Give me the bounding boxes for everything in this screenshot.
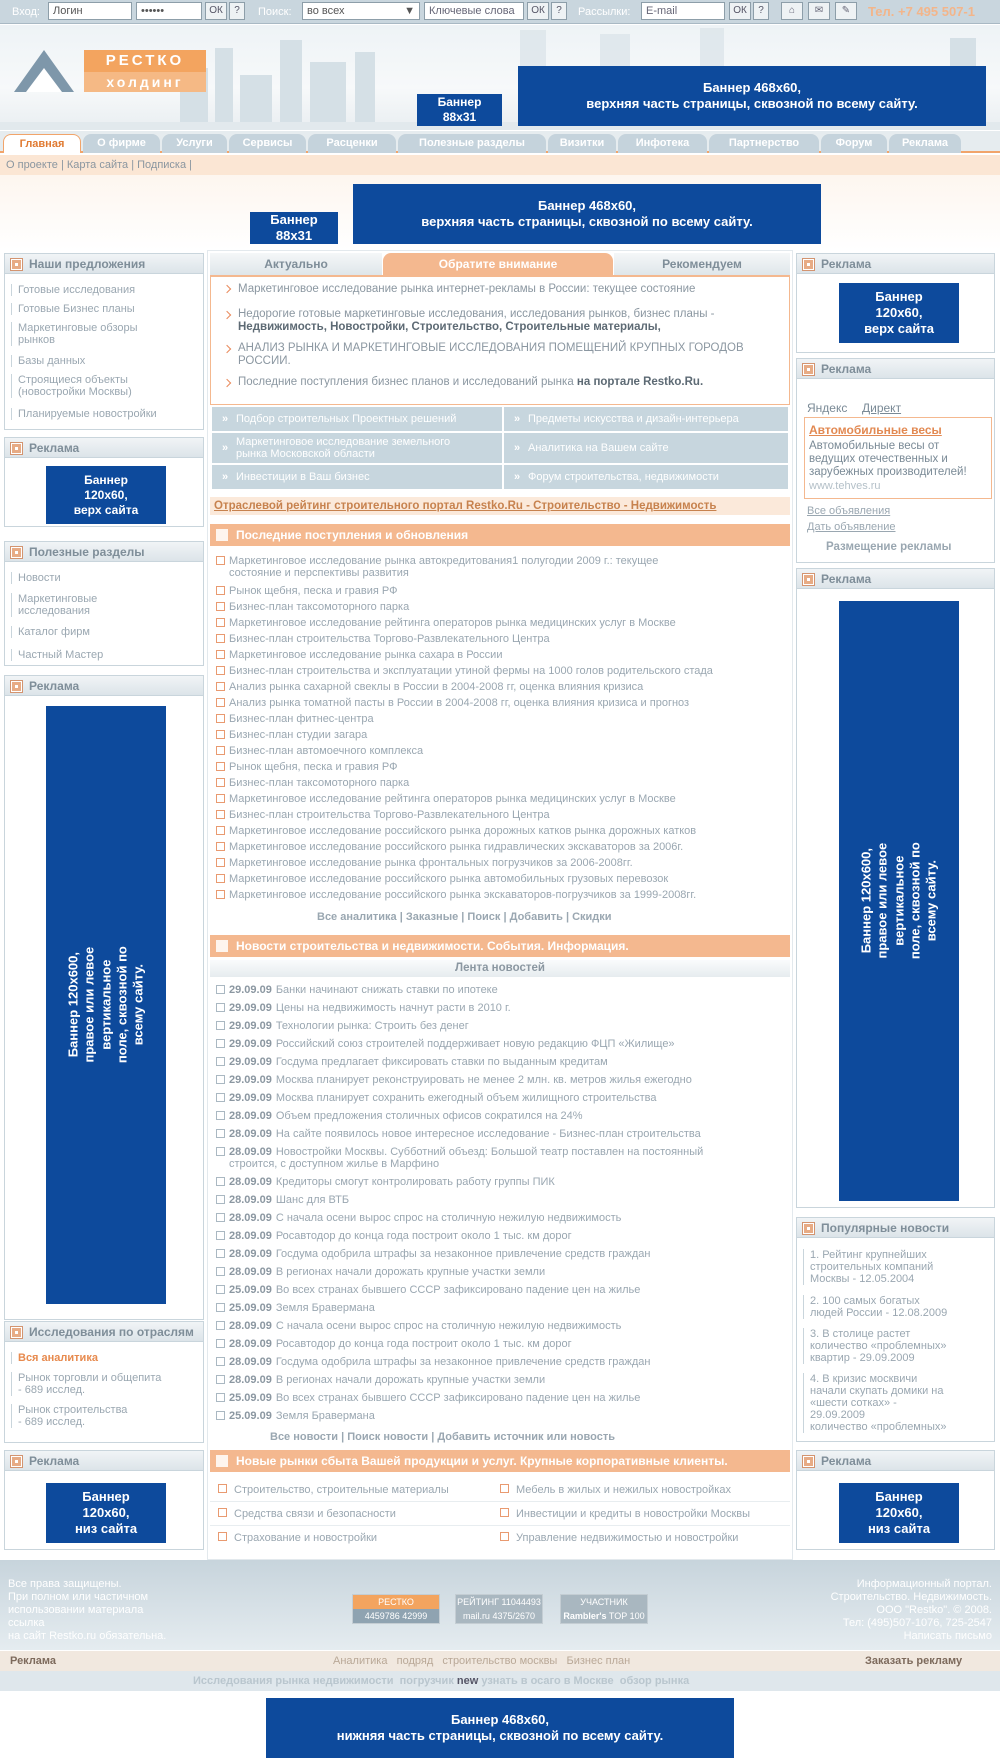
main-nav [0,131,1000,153]
search-help-button[interactable]: ? [551,2,567,20]
market-link[interactable]: Инвестиции и кредиты в новостройки Москвы [516,1508,751,1520]
banner-120x600-left-text: Баннер 120x600, правое или левое вертикальное поле, сквозной по всему сайту. [65,946,146,1064]
edit-icon [216,826,225,835]
news-title: С начала осени вырос спрос на столичную нежилую недвижимость [275,1320,622,1332]
news-date: 28.09.09 [229,1212,272,1224]
edit-icon [216,682,225,691]
news-item[interactable] [229,1074,692,1086]
news-title: Госдума одобрила штрафы за незаконное привлечение средств граждан [275,1356,651,1368]
news-date: 28.09.09 [229,1110,272,1122]
banner-468x60-bottom[interactable]: Баннер 468x60, нижняя часть страницы, сквозной по всему сайту. [266,1698,734,1758]
banner-468x60-mid[interactable]: Баннер 468x60, верхняя часть страницы, сквозной по всему сайту. [353,184,821,244]
news-item[interactable] [229,1110,583,1122]
latest-header: Последние поступления и обновления [210,524,790,546]
edit-icon [216,762,225,771]
latest-item[interactable]: Маркетинговое исследование рейтинга операторов рынка медицинских услуг в Москве [229,793,676,805]
tab-recommend[interactable]: Рекомендуем [614,253,790,275]
nav-tab-infoteka[interactable]: Инфотека [618,134,707,153]
tab-actual[interactable]: Актуально [210,253,382,275]
news-title: Цены на недвижимость начнут расти в 2010 г. [275,1002,511,1014]
box-icon [11,681,22,692]
latest-item[interactable]: Бизнес-план таксомоторного парка [229,777,410,789]
nav-tab-useful[interactable]: Полезные разделы [398,134,546,153]
news-title: Технологии рынка: Строить без денег [275,1020,469,1032]
edit-icon [216,556,225,565]
mail-icon[interactable]: ✉ [808,2,830,20]
ad-placement-link[interactable]: Размещение рекламы [826,541,952,553]
login-ok-button[interactable]: ОК [205,2,227,20]
news-icon [216,1411,225,1420]
banner-468x60-top[interactable]: Баннер 468x60, верхняя часть страницы, сквозной по всему сайту. [518,66,986,126]
box-icon [11,547,22,558]
news-icon [216,1285,225,1294]
section-icon [216,529,228,541]
useful-box [4,541,204,666]
news-icon [216,1057,225,1066]
popular-item[interactable]: 3. В столице растет количество «проблемных» квартир - 29.09.2009 [803,1328,990,1364]
ad-title: Реклама [29,679,80,693]
news-date: 28.09.09 [229,1374,272,1386]
banner-120x60-left-bottom[interactable]: Баннер 120x60, низ сайта [46,1483,166,1543]
edit-icon [218,1484,227,1493]
news-date: 29.09.09 [229,1092,272,1104]
news-title: Москва планирует сохранить ежегодный объем жилищного строительства [275,1092,657,1104]
research-item[interactable]: Рынок строительства - 689 исслед. [11,1404,199,1428]
edit-icon [216,650,225,659]
offer-item[interactable]: Строящиеся объекты (новостройки Москвы) [11,374,199,398]
edit-icon [500,1484,509,1493]
mail-label: Рассылки: [578,6,631,18]
news-date: 25.09.09 [229,1392,272,1404]
box-icon [803,1223,814,1234]
news-item[interactable] [229,1356,651,1368]
latest-item[interactable]: Маркетинговое исследование рейтинга операторов рынка медицинских услуг в Москве [229,617,676,629]
news-icon [216,1039,225,1048]
ad-title: Реклама [821,1454,872,1468]
footer-ad-bar [0,1651,1000,1671]
news-item[interactable] [229,1410,375,1422]
news-title: Росавтодор до конца года построит около 1 тыс. км дорог [275,1338,572,1350]
news-icon [216,1339,225,1348]
footer-keywords-2[interactable]: Исследования рынка недвижимости погрузчик new узнать в осаго в Москве обзор рынка [193,1675,690,1687]
news-title: Новостройки Москвы. Субботний объезд: Большой театр поставлен на постоянный строится, с доступном жилье в Марфино [229,1146,704,1170]
news-header: Новости строительства и недвижимости. События. Информация. [210,935,790,957]
useful-item[interactable]: Частный Мастер [11,649,199,661]
latest-item[interactable]: Анализ рынка сахарной свеклы в России в 2004-2008 гг, оценка влияния кризиса [229,681,644,693]
news-item[interactable] [229,984,498,996]
edit-icon [218,1508,227,1517]
news-icon [216,1129,225,1138]
ad-url[interactable]: www.tehves.ru [809,480,881,492]
nav-tab-forum[interactable]: Форум [821,134,887,153]
search-ok-button[interactable]: ОК [527,2,549,20]
box-icon [11,1327,22,1338]
news-date: 29.09.09 [229,1074,272,1086]
research-item[interactable]: Вся аналитика [11,1352,199,1364]
yandex-label: Яндекс [807,401,848,415]
latest-item[interactable]: Маркетинговое исследование рынка автокредитования1 полугодии 2009 г.: текущее состояние и перспективы развития [229,555,659,579]
popular-item[interactable]: 1. Рейтинг крупнейших строительных компаний Москвы - 12.05.2004 [803,1249,990,1285]
news-title: Госдума одобрила штрафы за незаконное привлечение средств граждан [275,1248,651,1260]
news-icon [216,1195,225,1204]
news-item[interactable] [229,1302,375,1314]
home-icon[interactable]: ⌂ [781,2,803,20]
news-icon [216,1075,225,1084]
nav-tab-services[interactable]: Услуги [162,134,227,153]
offer-item[interactable]: Готовые Бизнес планы [11,303,199,315]
footer-ad-label: Реклама [10,1655,57,1667]
news-icon [216,1267,225,1276]
markets-header: Новые рынки сбыта Вашей продукции и услуг. Крупные корпоративные клиенты. [210,1450,790,1472]
news-item[interactable] [229,1020,469,1032]
section-icon [216,1455,228,1467]
news-date: 28.09.09 [229,1146,272,1158]
edit-icon [216,698,225,707]
edit-icon [216,714,225,723]
news-date: 25.09.09 [229,1284,272,1296]
latest-item[interactable]: Маркетинговое исследование российского рынка экскаваторов-погрузчиков за 1999-2008гг. [229,889,697,901]
banner-120x600-left[interactable] [46,706,166,1304]
news-title: На сайте появилось новое интересное исследование - Бизнес-план строительства [275,1128,701,1140]
market-link[interactable]: Управление недвижимостью и новостройки [516,1532,739,1544]
latest-item[interactable]: Маркетинговое исследование рынка фронтальных погрузчиков за 2006-2008гг. [229,857,633,869]
give-ad-link[interactable]: Дать объявление [807,521,896,533]
offer-item[interactable]: Готовые исследования [11,284,199,296]
news-title: Российский союз строителей поддерживает новую редакцию ФЦП «Жилище» [275,1038,675,1050]
logo[interactable] [14,50,194,98]
news-date: 28.09.09 [229,1194,272,1206]
market-link[interactable]: Мебель в жилых и нежилых новостройках [516,1484,731,1496]
latest-links[interactable]: Все аналитика | Заказные | Поиск | Добавить | Скидки [317,911,612,923]
box-icon [11,259,22,270]
section-icon [216,940,228,952]
news-item[interactable] [229,1002,511,1014]
news-icon [216,1303,225,1312]
edit-icon [216,778,225,787]
edit-icon [500,1532,509,1541]
tab-attention[interactable]: Обратите внимание [383,253,613,275]
news-icon [216,1321,225,1330]
news-icon [216,1393,225,1402]
popular-item[interactable]: 2. 100 самых богатых людей России - 12.08.2009 [803,1295,990,1319]
news-item[interactable] [229,1266,545,1278]
news-title: Росавтодор до конца года построит около 1 тыс. км дорог [275,1230,572,1242]
news-feed-title: Лента новостей [210,960,790,977]
news-title: Во всех странах бывшего СССР зафиксировано падение цен на жилье [275,1392,641,1404]
offer-item[interactable]: Планируемые новостройки [11,408,199,420]
news-title: Во всех странах бывшего СССР зафиксировано падение цен на жилье [275,1284,641,1296]
news-item[interactable] [229,1284,640,1296]
news-item[interactable] [229,1128,701,1140]
ad-title: Реклама [29,1454,80,1468]
news-icon [216,1111,225,1120]
offer-item[interactable]: Базы данных [11,355,199,367]
news-date: 28.09.09 [229,1266,272,1278]
offers-title: Наши предложения [5,254,203,274]
news-icon [216,1213,225,1222]
grid-link[interactable]: » Предметы искусства и дизайн-интерьера [504,407,788,431]
nav-tab-partnership[interactable]: Партнерство [709,134,819,153]
edit-icon [216,634,225,643]
market-link[interactable]: Строительство, строительные материалы [234,1484,449,1496]
chevron-down-icon: ▼ [404,5,415,17]
search-scope-value: во всех [307,5,345,17]
box-icon [803,259,814,270]
useful-item[interactable]: Каталог фирм [11,626,199,638]
market-link[interactable]: Страхование и новостройки [234,1532,378,1544]
box-icon [803,364,814,375]
news-item[interactable] [229,1320,621,1332]
banner-120x60-right-top[interactable]: Баннер 120x60, верх сайта [839,283,959,343]
news-title: Земля Бравермана [275,1410,375,1422]
latest-item[interactable]: Бизнес-план строительства и эксплуатации утиной фермы на 1000 голов родительского стада [229,665,713,677]
footer-keywords[interactable]: Аналитика подряд строительство москвы Бизнес план [333,1655,631,1667]
nav-tab-tools[interactable]: Сервисы [229,134,306,153]
ad-link[interactable]: Автомобильные весы [809,423,942,437]
note-item[interactable]: Маркетинговое исследование рынка интернет-рекламы в России: текущее состояние [238,283,696,295]
ad-title: Реклама [821,362,872,376]
mailru-rating-counter[interactable]: РЕЙТИНГ 11044493 mail.ru 4375/2670 [455,1594,543,1624]
latest-item[interactable]: Бизнес-план студии загара [229,729,368,741]
news-title: Госдума предлагает фиксировать ставки по выданным кредитам [275,1056,608,1068]
edit-icon [216,890,225,899]
useful-item[interactable]: Новости [11,572,199,584]
news-title: Кредиторы смогут контролировать работу группы ПИК [275,1176,555,1188]
login-input[interactable]: Логин [48,2,132,20]
ad-title: Реклама [821,257,872,271]
latest-item[interactable]: Бизнес-план строительства Торгово-Развлекательного Центра [229,633,550,645]
news-icon [216,985,225,994]
search-scope-select[interactable] [302,2,420,20]
useful-title: Полезные разделы [29,545,145,559]
grid-link[interactable]: » Инвестиции в Ваш бизнес [212,465,502,489]
all-ads-link[interactable]: Все объявления [807,505,891,517]
news-item[interactable] [229,1194,349,1206]
center-tabs [210,253,790,275]
news-item[interactable] [229,1392,640,1404]
logo-text-bottom: холдинг [84,72,206,92]
news-date: 28.09.09 [229,1338,272,1350]
news-date: 28.09.09 [229,1320,272,1332]
news-date: 28.09.09 [229,1356,272,1368]
news-title: Земля Бравермана [275,1302,375,1314]
research-title: Исследования по отраслям [29,1325,194,1339]
news-item[interactable] [229,1212,621,1224]
nav-tab-ads[interactable]: Реклама [889,134,961,153]
restko-counter[interactable]: РЕСТКО 4459786 42999 [352,1594,440,1624]
news-icon [216,1093,225,1102]
search-input[interactable]: Ключевые слова [424,2,524,20]
rating-link[interactable]: Отраслевой рейтинг строительного портал Restko.Ru - Строительство - Недвижимость [210,497,790,515]
mail-help-button[interactable]: ? [753,2,769,20]
banner-120x60-right-bottom[interactable]: Баннер 120x60, низ сайта [839,1483,959,1543]
footer-keywords-bar [0,1671,1000,1691]
phone-number: Тел. +7 495 507-1 [868,4,975,19]
news-date: 29.09.09 [229,1056,272,1068]
order-ad-link[interactable]: Заказать рекламу [865,1655,963,1667]
rambler-top100-counter[interactable]: УЧАСТНИК Rambler's TOP 100 [560,1594,648,1624]
news-icon [216,1375,225,1384]
edit-icon [216,874,225,883]
banner-120x600-right[interactable] [839,601,959,1201]
news-date: 25.09.09 [229,1302,272,1314]
latest-item[interactable]: Рынок щебня, песка и гравия РФ [229,761,398,773]
news-date: 29.09.09 [229,1002,272,1014]
nav-tab-cards[interactable]: Визитки [548,134,616,153]
popular-item[interactable]: 4. В кризис москвичи начали скупать домики на «шести сотках» - 29.09.2009 количество «проблемных» [803,1373,990,1433]
grid-link[interactable]: » Подбор строительных Проектных решений [212,407,502,431]
box-icon [11,1456,22,1467]
edit-icon [216,794,225,803]
offers-box [4,253,204,430]
popular-box [796,1217,995,1442]
nav-tab-about[interactable]: О фирме [83,134,160,153]
ad-text: Автомобильные весы от ведущих отечественных и зарубежных производителей! [809,440,967,478]
news-links[interactable]: Все новости | Поиск новости | Добавить источник или новость [270,1431,615,1443]
news-item[interactable] [229,1248,651,1260]
box-icon [11,443,22,454]
edit-icon [216,842,225,851]
news-icon [216,1357,225,1366]
news-icon [216,1021,225,1030]
edit-icon [500,1508,509,1517]
news-date: 28.09.09 [229,1128,272,1140]
edit-icon[interactable]: ✎ [835,2,857,20]
banner-120x60-left-top[interactable]: Баннер 120x60, верх сайта [46,466,166,524]
latest-item[interactable]: Анализ рынка томатной пасты в России в 2004-2008 гг, оценка влияния кризиса и прогноз [229,697,690,709]
top-bar [0,0,1000,24]
news-title: Шанс для ВТБ [275,1194,350,1206]
news-date: 29.09.09 [229,1038,272,1050]
edit-icon [216,746,225,755]
subnav-links[interactable]: О проекте | Карта сайта | Подписка | [6,159,193,171]
nav-tab-prices[interactable]: Расценки [308,134,396,153]
banner-88x31-top[interactable]: Баннер 88x31 [417,94,502,126]
news-icon [216,1003,225,1012]
banner-88x31-mid[interactable]: Баннер 88x31 [250,212,338,244]
edit-icon [216,858,225,867]
news-title: С начала осени вырос спрос на столичную нежилую недвижимость [275,1212,622,1224]
login-label: Вход: [12,6,40,18]
news-item[interactable] [229,1338,572,1350]
news-date: 28.09.09 [229,1248,272,1260]
footer-contacts: Информационный портал. Строительство. Недвижимость. ООО "Restko". © 2008. Тел: (495)507-1076, 725-2547 Написать письмо [830,1578,992,1642]
research-item[interactable]: Рынок торговли и общепита - 689 исслед. [11,1372,199,1396]
popular-title: Популярные новости [821,1221,950,1235]
news-title: В регионах начали дорожать крупные участки земли [275,1266,546,1278]
news-title: В регионах начали дорожать крупные участки земли [275,1374,546,1386]
news-item[interactable] [229,1146,703,1170]
nav-tab-home[interactable]: Главная [3,134,81,153]
news-item[interactable] [229,1092,657,1104]
news-icon [216,1147,225,1156]
news-item[interactable] [229,1230,572,1242]
latest-item[interactable]: Маркетинговое исследование российского рынка автомобильных грузовых перевозок [229,873,669,885]
edit-icon [216,666,225,675]
grid-link[interactable]: » Маркетинговое исследование земельного рынка Московской области [212,433,502,463]
banner-120x600-right-text: Баннер 120x600, правое или левое вертикальное поле, сквозной по всему сайту. [858,842,939,960]
ad-title: Реклама [821,572,872,586]
edit-icon [216,586,225,595]
ad-title: Реклама [29,441,80,455]
note-item[interactable]: АНАЛИЗ РЫНКА И МАРКЕТИНГОВЫЕ ИССЛЕДОВАНИЯ ПОМЕЩЕНИЙ КРУПНЫХ ГОРОДОВ РОССИИ. [238,342,744,367]
footer-copyright: Все права защищены. При полном или частичном использовании материала ссылка на сайт Restko.ru обязательна. [8,1578,167,1642]
useful-item[interactable]: Маркетинговые исследования [11,593,199,617]
news-icon [216,1231,225,1240]
latest-item[interactable]: Рынок щебня, песка и гравия РФ [229,585,398,597]
note-item[interactable]: Последние поступления бизнес планов и исследований рынка на портале Restko.Ru. [238,376,704,388]
latest-item[interactable]: Бизнес-план фитнес-центра [229,713,374,725]
news-title: Банки начинают снижать ставки по ипотеке [275,984,498,996]
news-date: 28.09.09 [229,1176,272,1188]
password-input[interactable]: •••••• [136,2,202,20]
market-link[interactable]: Средства связи и безопасности [234,1508,396,1520]
search-label: Поиск: [258,6,292,18]
direct-link[interactable]: Директ [862,401,902,415]
edit-icon [216,730,225,739]
news-item[interactable] [229,1056,608,1068]
box-icon [803,1456,814,1467]
logo-text-top: РЕСТКО [84,50,206,72]
news-date: 29.09.09 [229,984,272,996]
news-title: Москва планирует реконструировать не менее 2 млн. кв. метров жилья ежегодно [275,1074,692,1086]
news-date: 28.09.09 [229,1230,272,1242]
news-item[interactable] [229,1176,555,1188]
edit-icon [216,602,225,611]
note-item[interactable]: Недорогие готовые маркетинговые исследования, исследования рынков, бизнес планы - Недвижимость, Новостройки, Строительство, Строительные материалы, [238,308,715,333]
news-icon [216,1177,225,1186]
edit-icon [216,618,225,627]
news-item[interactable] [229,1374,545,1386]
grid-link[interactable]: » Форум строительства, недвижимости [504,465,788,489]
edit-icon [216,810,225,819]
latest-item[interactable]: Маркетинговое исследование рынка сахара в России [229,649,503,661]
sub-nav [0,155,1000,175]
offer-item[interactable]: Маркетинговые обзоры рынков [11,322,199,346]
news-icon [216,1249,225,1258]
box-icon [803,574,814,585]
latest-item[interactable]: Маркетинговое исследование российского рынка дорожных катков рынка дорожных катков [229,825,697,837]
news-date: 25.09.09 [229,1410,272,1422]
news-item[interactable] [229,1038,675,1050]
research-box [4,1321,204,1443]
login-help-button[interactable]: ? [229,2,245,20]
news-date: 29.09.09 [229,1020,272,1032]
grid-link[interactable]: » Аналитика на Вашем сайте [504,433,788,463]
latest-item[interactable]: Бизнес-план строительства Торгово-Развлекательного Центра [229,809,550,821]
edit-icon [218,1532,227,1541]
latest-item[interactable]: Бизнес-план автомоечного комплекса [229,745,424,757]
mail-ok-button[interactable]: ОК [729,2,751,20]
latest-item[interactable]: Маркетинговое исследование российского рынка гидравлических экскаваторов за 2006г. [229,841,684,853]
news-title: Объем предложения столичных офисов сократился на 24% [275,1110,583,1122]
latest-item[interactable]: Бизнес-план таксомоторного парка [229,601,410,613]
email-input[interactable]: E-mail [641,2,725,20]
